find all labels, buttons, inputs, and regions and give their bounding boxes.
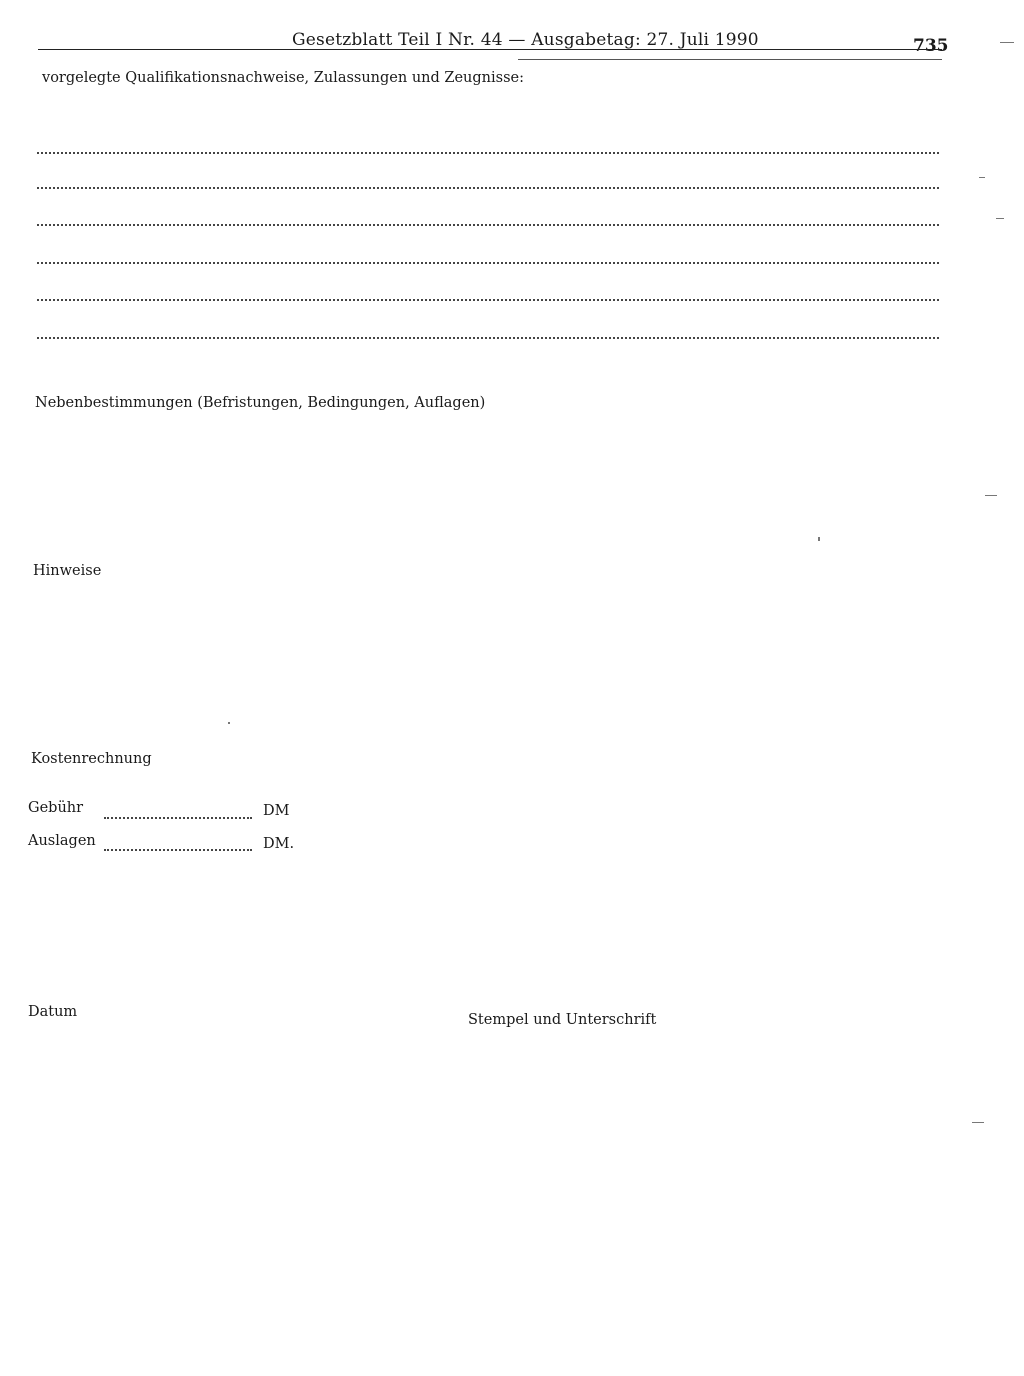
auslagen-currency: DM. — [263, 836, 295, 852]
header-rule — [38, 49, 942, 50]
gebuehr-currency: DM — [263, 803, 290, 819]
scan-speck — [818, 537, 820, 541]
fill-line[interactable] — [37, 152, 939, 154]
scan-speck — [996, 218, 1004, 219]
datum-label: Datum — [28, 1004, 78, 1020]
gebuehr-amount-field[interactable] — [104, 817, 252, 819]
header-title: Gesetzblatt Teil I Nr. 44 — Ausgabetag: 27. Juli 1990 — [292, 30, 759, 50]
scan-speck — [979, 177, 985, 178]
fill-line[interactable] — [37, 224, 939, 226]
nebenbestimmungen-heading: Nebenbestimmungen (Befristungen, Bedingungen, Auflagen) — [35, 395, 486, 411]
scan-speck — [985, 495, 997, 496]
auslagen-label: Auslagen — [28, 833, 96, 849]
fill-line[interactable] — [37, 299, 939, 301]
signature-label: Stempel und Unterschrift — [468, 1012, 657, 1028]
fill-line[interactable] — [37, 262, 939, 264]
scan-speck — [228, 722, 230, 724]
scan-speck — [972, 1122, 984, 1123]
page-number: 735 — [913, 36, 949, 56]
fill-line[interactable] — [37, 337, 939, 339]
header-rule-secondary — [518, 59, 942, 60]
hinweise-heading: Hinweise — [33, 563, 102, 579]
auslagen-amount-field[interactable] — [104, 849, 252, 851]
qualifications-label: vorgelegte Qualifikationsnachweise, Zulassungen und Zeugnisse: — [42, 70, 525, 86]
scan-speck — [1000, 42, 1014, 43]
kostenrechnung-heading: Kostenrechnung — [31, 751, 152, 767]
fill-line[interactable] — [37, 187, 939, 189]
gebuehr-label: Gebühr — [28, 800, 84, 816]
